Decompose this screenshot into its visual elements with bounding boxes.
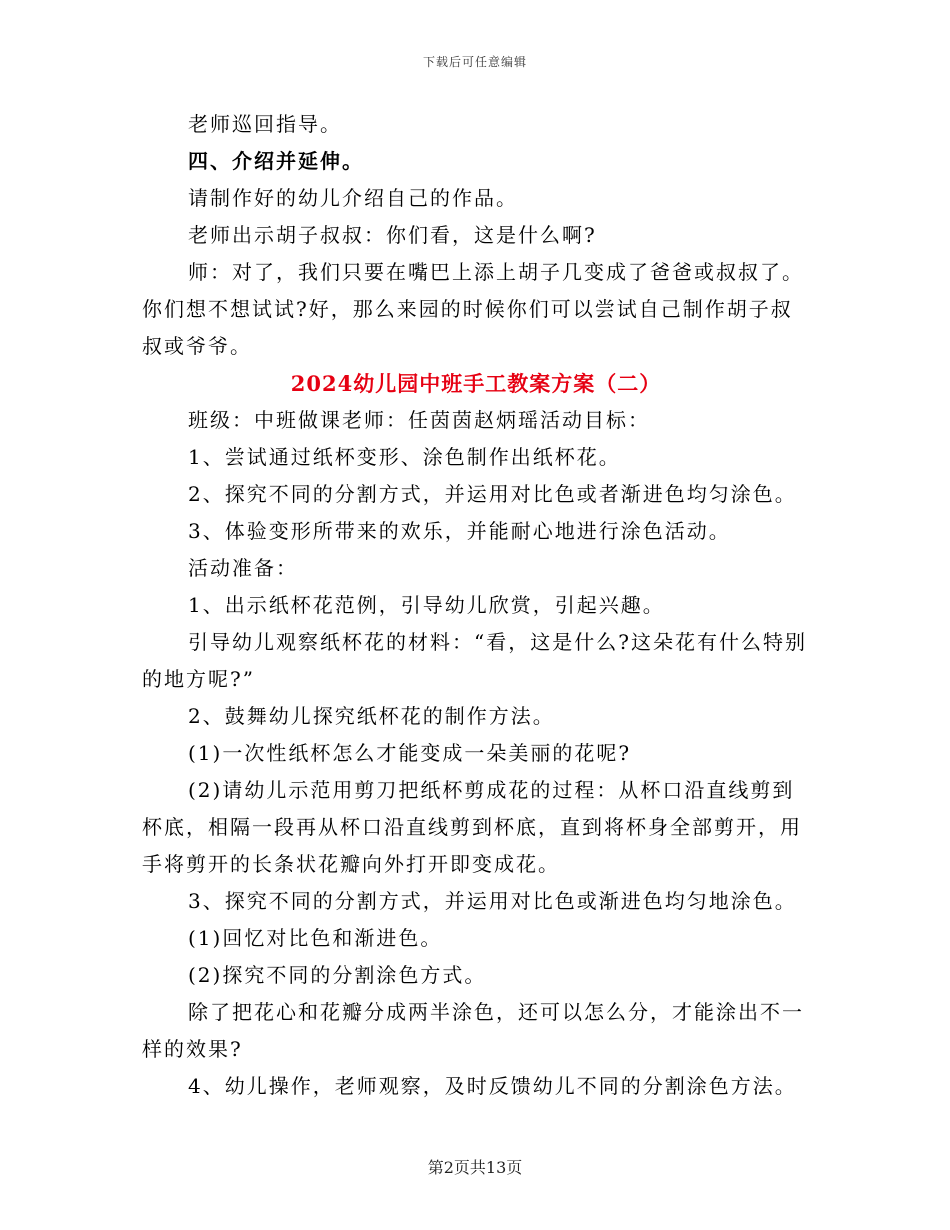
section-heading: 四、介绍并延伸。	[188, 149, 364, 173]
paragraph: 师：对了，我们只要在嘴巴上添上胡子几变成了爸爸或叔叔了。你们想不想试试?好，那么来园的时候你们可以尝试自己制作胡子叔叔或爷爷。	[142, 260, 804, 358]
paragraph: 3、探究不同的分割方式，并运用对比色或渐进色均匀地涂色。	[188, 889, 797, 913]
paragraph: 活动准备：	[188, 556, 298, 580]
paragraph: 班级：中班做课老师：任茵茵赵炳瑶活动目标：	[188, 408, 650, 432]
paragraph: 2、鼓舞幼儿探究纸杯花的制作方法。	[188, 704, 555, 728]
paragraph: (1)一次性纸杯怎么才能变成一朵美丽的花呢?	[188, 741, 632, 765]
paragraph: (2)请幼儿示范用剪刀把纸杯剪成花的过程：从杯口沿直线剪到杯底，相隔一段再从杯口沿直线剪到杯底，直到将杯身全部剪开，用手将剪开的长条状花瓣向外打开即变成花。	[142, 778, 802, 876]
paragraph: 3、体验变形所带来的欢乐，并能耐心地进行涂色活动。	[188, 519, 731, 543]
paragraph: 4、幼儿操作，老师观察，及时反馈幼儿不同的分割涂色方法。	[188, 1074, 797, 1098]
page-footer-number: 第2页共13页	[427, 1158, 523, 1177]
paragraph: 除了把花心和花瓣分成两半涂色，还可以怎么分，才能涂出不一样的效果?	[142, 1000, 804, 1061]
paragraph: 1、出示纸杯花范例，引导幼儿欣赏，引起兴趣。	[188, 593, 665, 617]
document-body	[142, 106, 810, 1105]
paragraph: 老师巡回指导。	[188, 112, 342, 136]
paragraph: (2)探究不同的分割涂色方式。	[188, 963, 487, 987]
paragraph: 1、尝试通过纸杯变形、涂色制作出纸杯花。	[188, 445, 621, 469]
paragraph: 请制作好的幼儿介绍自己的作品。	[188, 186, 518, 210]
page-header-note: 下载后可任意编辑	[422, 55, 527, 69]
paragraph: 2、探究不同的分割方式，并运用对比色或者渐进色均匀涂色。	[188, 482, 797, 506]
paragraph: 引导幼儿观察纸杯花的材料：“看，这是什么?这朵花有什么特别的地方呢?”	[142, 630, 807, 691]
section-title: 2024幼儿园中班手工教案方案（二）	[290, 371, 662, 396]
paragraph: 老师出示胡子叔叔：你们看，这是什么啊?	[188, 223, 597, 247]
paragraph: (1)回忆对比色和渐进色。	[188, 926, 443, 950]
